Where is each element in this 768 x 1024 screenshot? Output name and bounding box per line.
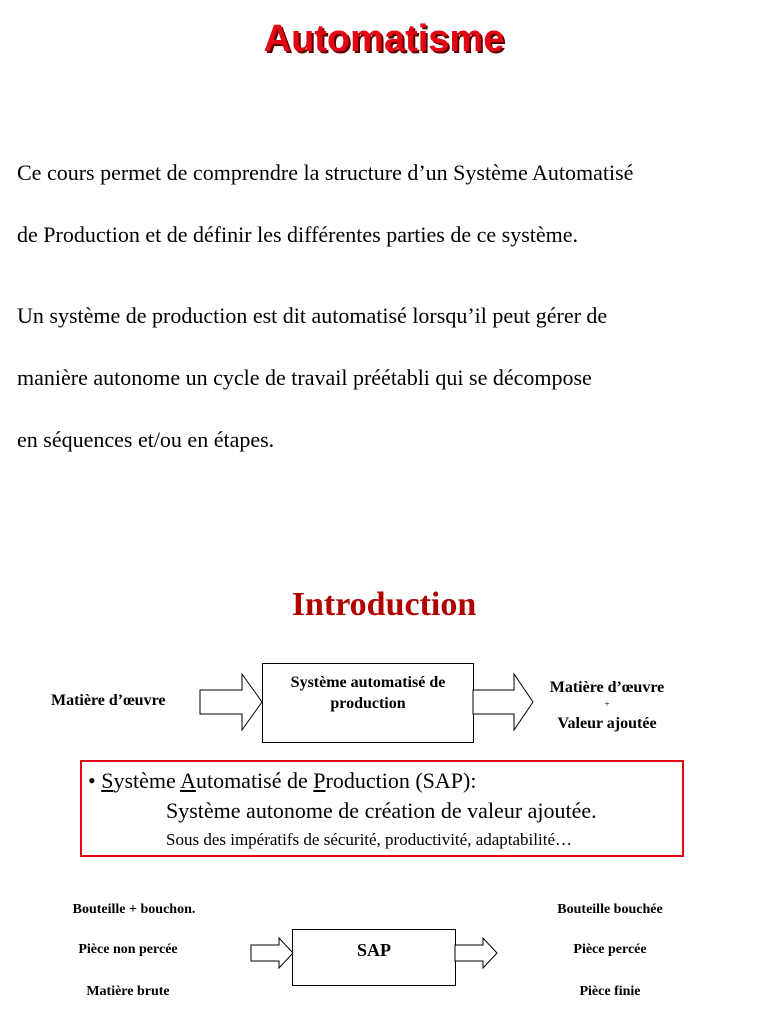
- right-arrow-icon: [473, 672, 535, 736]
- process-box-label: Système automatisé de production: [290, 674, 446, 712]
- output-label-2: Valeur ajoutée: [557, 715, 657, 732]
- intro-line-3: Un système de production est dit automatisé lorsqu’il peut gérer de: [17, 303, 608, 328]
- example-output-2: Pièce percée: [573, 942, 647, 957]
- intro-line-5: en séquences et/ou en étapes.: [17, 427, 275, 452]
- term-initial-s: S: [101, 768, 114, 793]
- section-title: Introduction: [291, 586, 477, 623]
- intro-line-4: manière autonome un cycle de travail préétabli qui se décompose: [17, 365, 592, 390]
- sap-box-label: SAP: [356, 940, 391, 960]
- input-label: Matière d’œuvre: [51, 692, 166, 709]
- term-part: roduction (SAP):: [325, 768, 477, 793]
- right-arrow-icon: [455, 938, 499, 968]
- output-label-1: Matière d’œuvre: [549, 679, 665, 696]
- intro-line-1: Ce cours permet de comprendre la structure d’un Système Automatisé: [17, 160, 634, 185]
- example-input-1: Bouteille + bouchon.: [72, 902, 196, 917]
- term-initial-p: P: [313, 768, 326, 793]
- process-box: [262, 663, 474, 743]
- definition-term: [88, 768, 476, 794]
- right-arrow-icon: [200, 672, 264, 736]
- right-arrow-icon: [251, 938, 295, 968]
- bullet: •: [88, 768, 96, 793]
- page-title: Automatisme: [263, 18, 505, 60]
- example-output-3: Pièce finie: [579, 984, 641, 999]
- term-part: utomatisé de: [195, 768, 314, 793]
- term-initial-a: A: [180, 768, 196, 793]
- output-plus: +: [604, 699, 610, 709]
- example-input-2: Pièce non percée: [78, 942, 178, 957]
- definition-line-3: Sous des impératifs de sécurité, productivité, adaptabilité…: [166, 830, 572, 849]
- definition-box: [80, 760, 684, 857]
- example-input-3: Matière brute: [86, 984, 170, 999]
- sap-box: [292, 929, 456, 986]
- term-part: ystème: [113, 768, 181, 793]
- example-output-1: Bouteille bouchée: [557, 902, 663, 917]
- intro-line-2: de Production et de définir les différentes parties de ce système.: [17, 222, 579, 247]
- definition-line-2: Système autonome de création de valeur ajoutée.: [166, 798, 597, 823]
